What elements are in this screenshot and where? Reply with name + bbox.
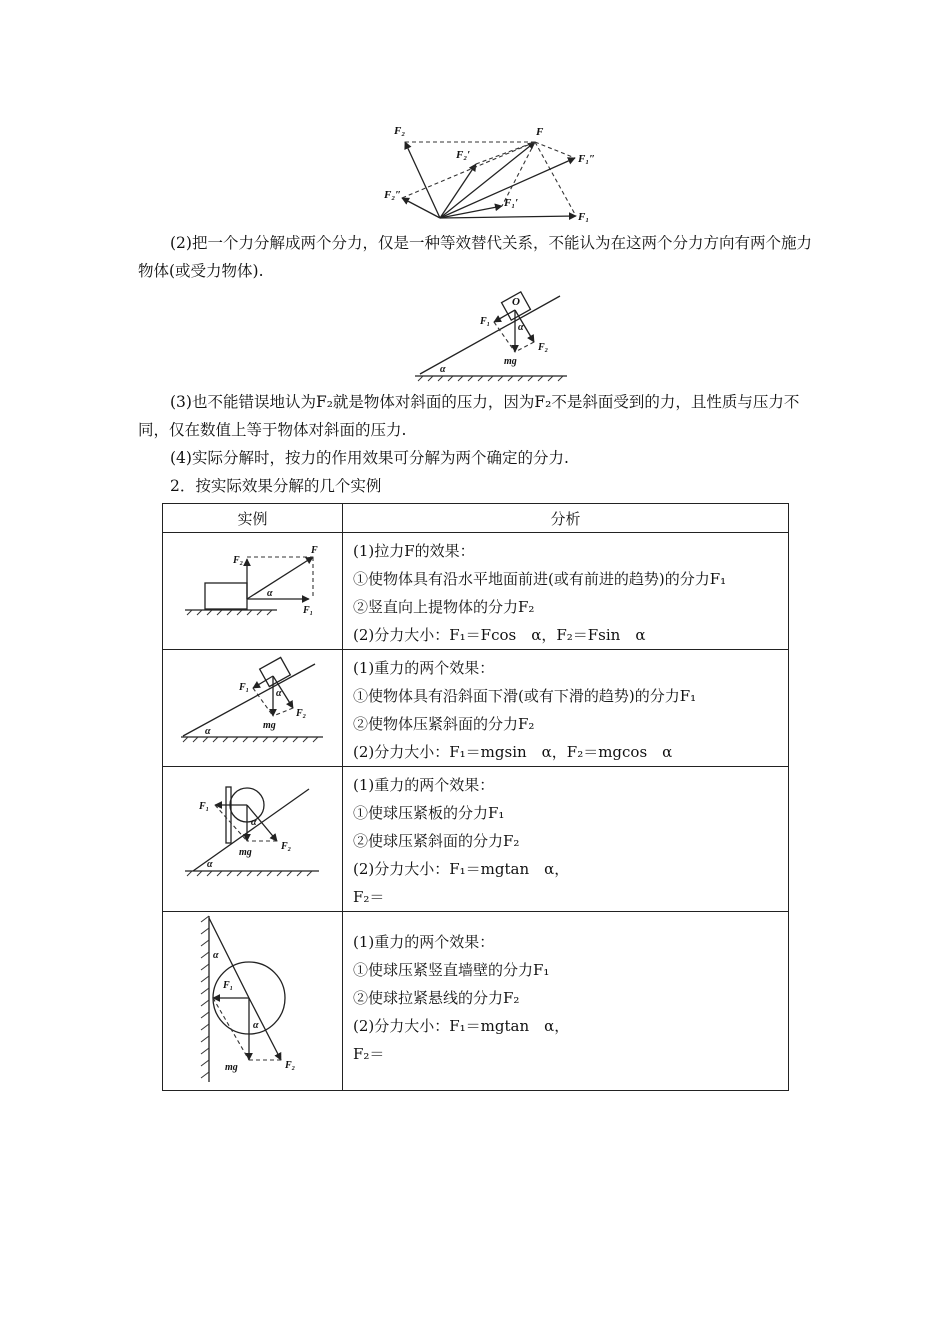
analysis-cell bbox=[343, 767, 789, 912]
paragraph-2: (2)把一个力分解成两个分力，仅是一种等效替代关系，不能认为在这两个分力方向有两个施力物体(或受力物体). bbox=[138, 234, 812, 280]
analysis-line: (2)分力大小：F₁＝mgtan α， bbox=[353, 1017, 570, 1035]
analysis-cell bbox=[343, 650, 789, 767]
analysis-cell bbox=[343, 912, 789, 1091]
incline-block-figure bbox=[410, 290, 570, 382]
analysis-line: ①使物体具有沿斜面下滑(或有下滑的趋势)的分力F₁ bbox=[353, 687, 697, 705]
analysis-line: ②使球拉紧悬线的分力F₂ bbox=[353, 989, 520, 1007]
table-row bbox=[163, 650, 789, 767]
label-mg: mg bbox=[225, 1062, 238, 1073]
label-mg: mg bbox=[239, 847, 252, 858]
example-figure-cell bbox=[163, 533, 343, 650]
header-example: 实例 bbox=[163, 504, 343, 533]
label-F2-double-prime: F₂″ bbox=[384, 189, 402, 201]
label-F2: F₂ bbox=[296, 708, 307, 719]
table-header-row bbox=[163, 504, 789, 533]
analysis-line: ①使球压紧板的分力F₁ bbox=[353, 804, 505, 822]
analysis-line: (1)重力的两个效果： bbox=[353, 659, 495, 677]
label-F1-double-prime: F₁″ bbox=[578, 153, 596, 165]
analysis-cell bbox=[343, 533, 789, 650]
analysis-line: F₂＝ bbox=[353, 888, 385, 906]
label-alpha: α bbox=[267, 588, 273, 599]
label-O: O bbox=[512, 296, 520, 308]
examples-table bbox=[162, 503, 789, 1091]
analysis-line: (1)重力的两个效果： bbox=[353, 776, 495, 794]
label-mg: mg bbox=[263, 720, 276, 731]
label-F1: F₁ bbox=[578, 211, 590, 223]
header-analysis: 分析 bbox=[343, 504, 789, 533]
label-F2: F₂ bbox=[281, 841, 292, 852]
analysis-line: (1)拉力F的效果： bbox=[353, 542, 475, 560]
label-F: F bbox=[311, 545, 318, 556]
analysis-line: ①使物体具有沿水平地面前进(或有前进的趋势)的分力F₁ bbox=[353, 570, 727, 588]
paragraph-4: (4)实际分解时，按力的作用效果可分解为两个确定的分力. bbox=[170, 449, 569, 467]
label-F1: F₁ bbox=[239, 682, 250, 693]
label-alpha-1: α bbox=[276, 688, 282, 699]
label-F2: F₂ bbox=[233, 555, 244, 566]
table-row bbox=[163, 533, 789, 650]
paragraph-3: (3)也不能错误地认为F₂就是物体对斜面的压力，因为F₂不是斜面受到的力，且性质与压力不同，仅在数值上等于物体对斜面的压力. bbox=[138, 393, 800, 439]
ball-board-incline-figure bbox=[163, 767, 341, 907]
label-F1: F₁ bbox=[199, 801, 210, 812]
label-mg: mg bbox=[504, 356, 517, 367]
force-decomposition-figure bbox=[380, 118, 600, 228]
example-figure-cell bbox=[163, 650, 343, 767]
analysis-line: ②使物体压紧斜面的分力F₂ bbox=[353, 715, 535, 733]
label-alpha-2: α bbox=[440, 364, 446, 375]
label-F1: F₁ bbox=[303, 605, 314, 616]
label-alpha-1: α bbox=[251, 817, 257, 828]
label-F2: F₂ bbox=[394, 125, 406, 137]
analysis-line: (2)分力大小：F₁＝Fcos α，F₂＝Fsin α bbox=[353, 626, 646, 644]
label-F2: F₂ bbox=[285, 1060, 296, 1071]
label-alpha-1: α bbox=[518, 322, 524, 333]
label-alpha-2: α bbox=[205, 726, 211, 737]
ball-wall-string-figure bbox=[163, 912, 341, 1086]
label-F2: F₂ bbox=[538, 342, 549, 353]
label-F1: F₁ bbox=[480, 316, 491, 327]
analysis-line: ②竖直向上提物体的分力F₂ bbox=[353, 598, 535, 616]
example-figure-cell bbox=[163, 767, 343, 912]
analysis-line: (2)分力大小：F₁＝mgtan α， bbox=[353, 860, 570, 878]
analysis-line: (1)重力的两个效果： bbox=[353, 933, 495, 951]
label-alpha-1: α bbox=[213, 950, 219, 961]
section-title: 2．按实际效果分解的几个实例 bbox=[170, 477, 382, 495]
analysis-line: F₂＝ bbox=[353, 1045, 385, 1063]
label-alpha-2: α bbox=[253, 1020, 259, 1031]
label-F2-prime: F₂′ bbox=[456, 149, 471, 161]
label-F1: F₁ bbox=[223, 980, 234, 991]
label-F: F bbox=[536, 126, 544, 138]
pull-force-figure bbox=[163, 533, 341, 645]
incline-gravity-figure bbox=[163, 650, 341, 762]
label-alpha-2: α bbox=[207, 859, 213, 870]
analysis-line: ②使球压紧斜面的分力F₂ bbox=[353, 832, 520, 850]
label-F1-prime: F₁′ bbox=[504, 197, 519, 209]
table-row bbox=[163, 912, 789, 1091]
table-row bbox=[163, 767, 789, 912]
analysis-line: (2)分力大小：F₁＝mgsin α，F₂＝mgcos α bbox=[353, 743, 673, 761]
analysis-line: ①使球压紧竖直墙壁的分力F₁ bbox=[353, 961, 550, 979]
example-figure-cell bbox=[163, 912, 343, 1091]
